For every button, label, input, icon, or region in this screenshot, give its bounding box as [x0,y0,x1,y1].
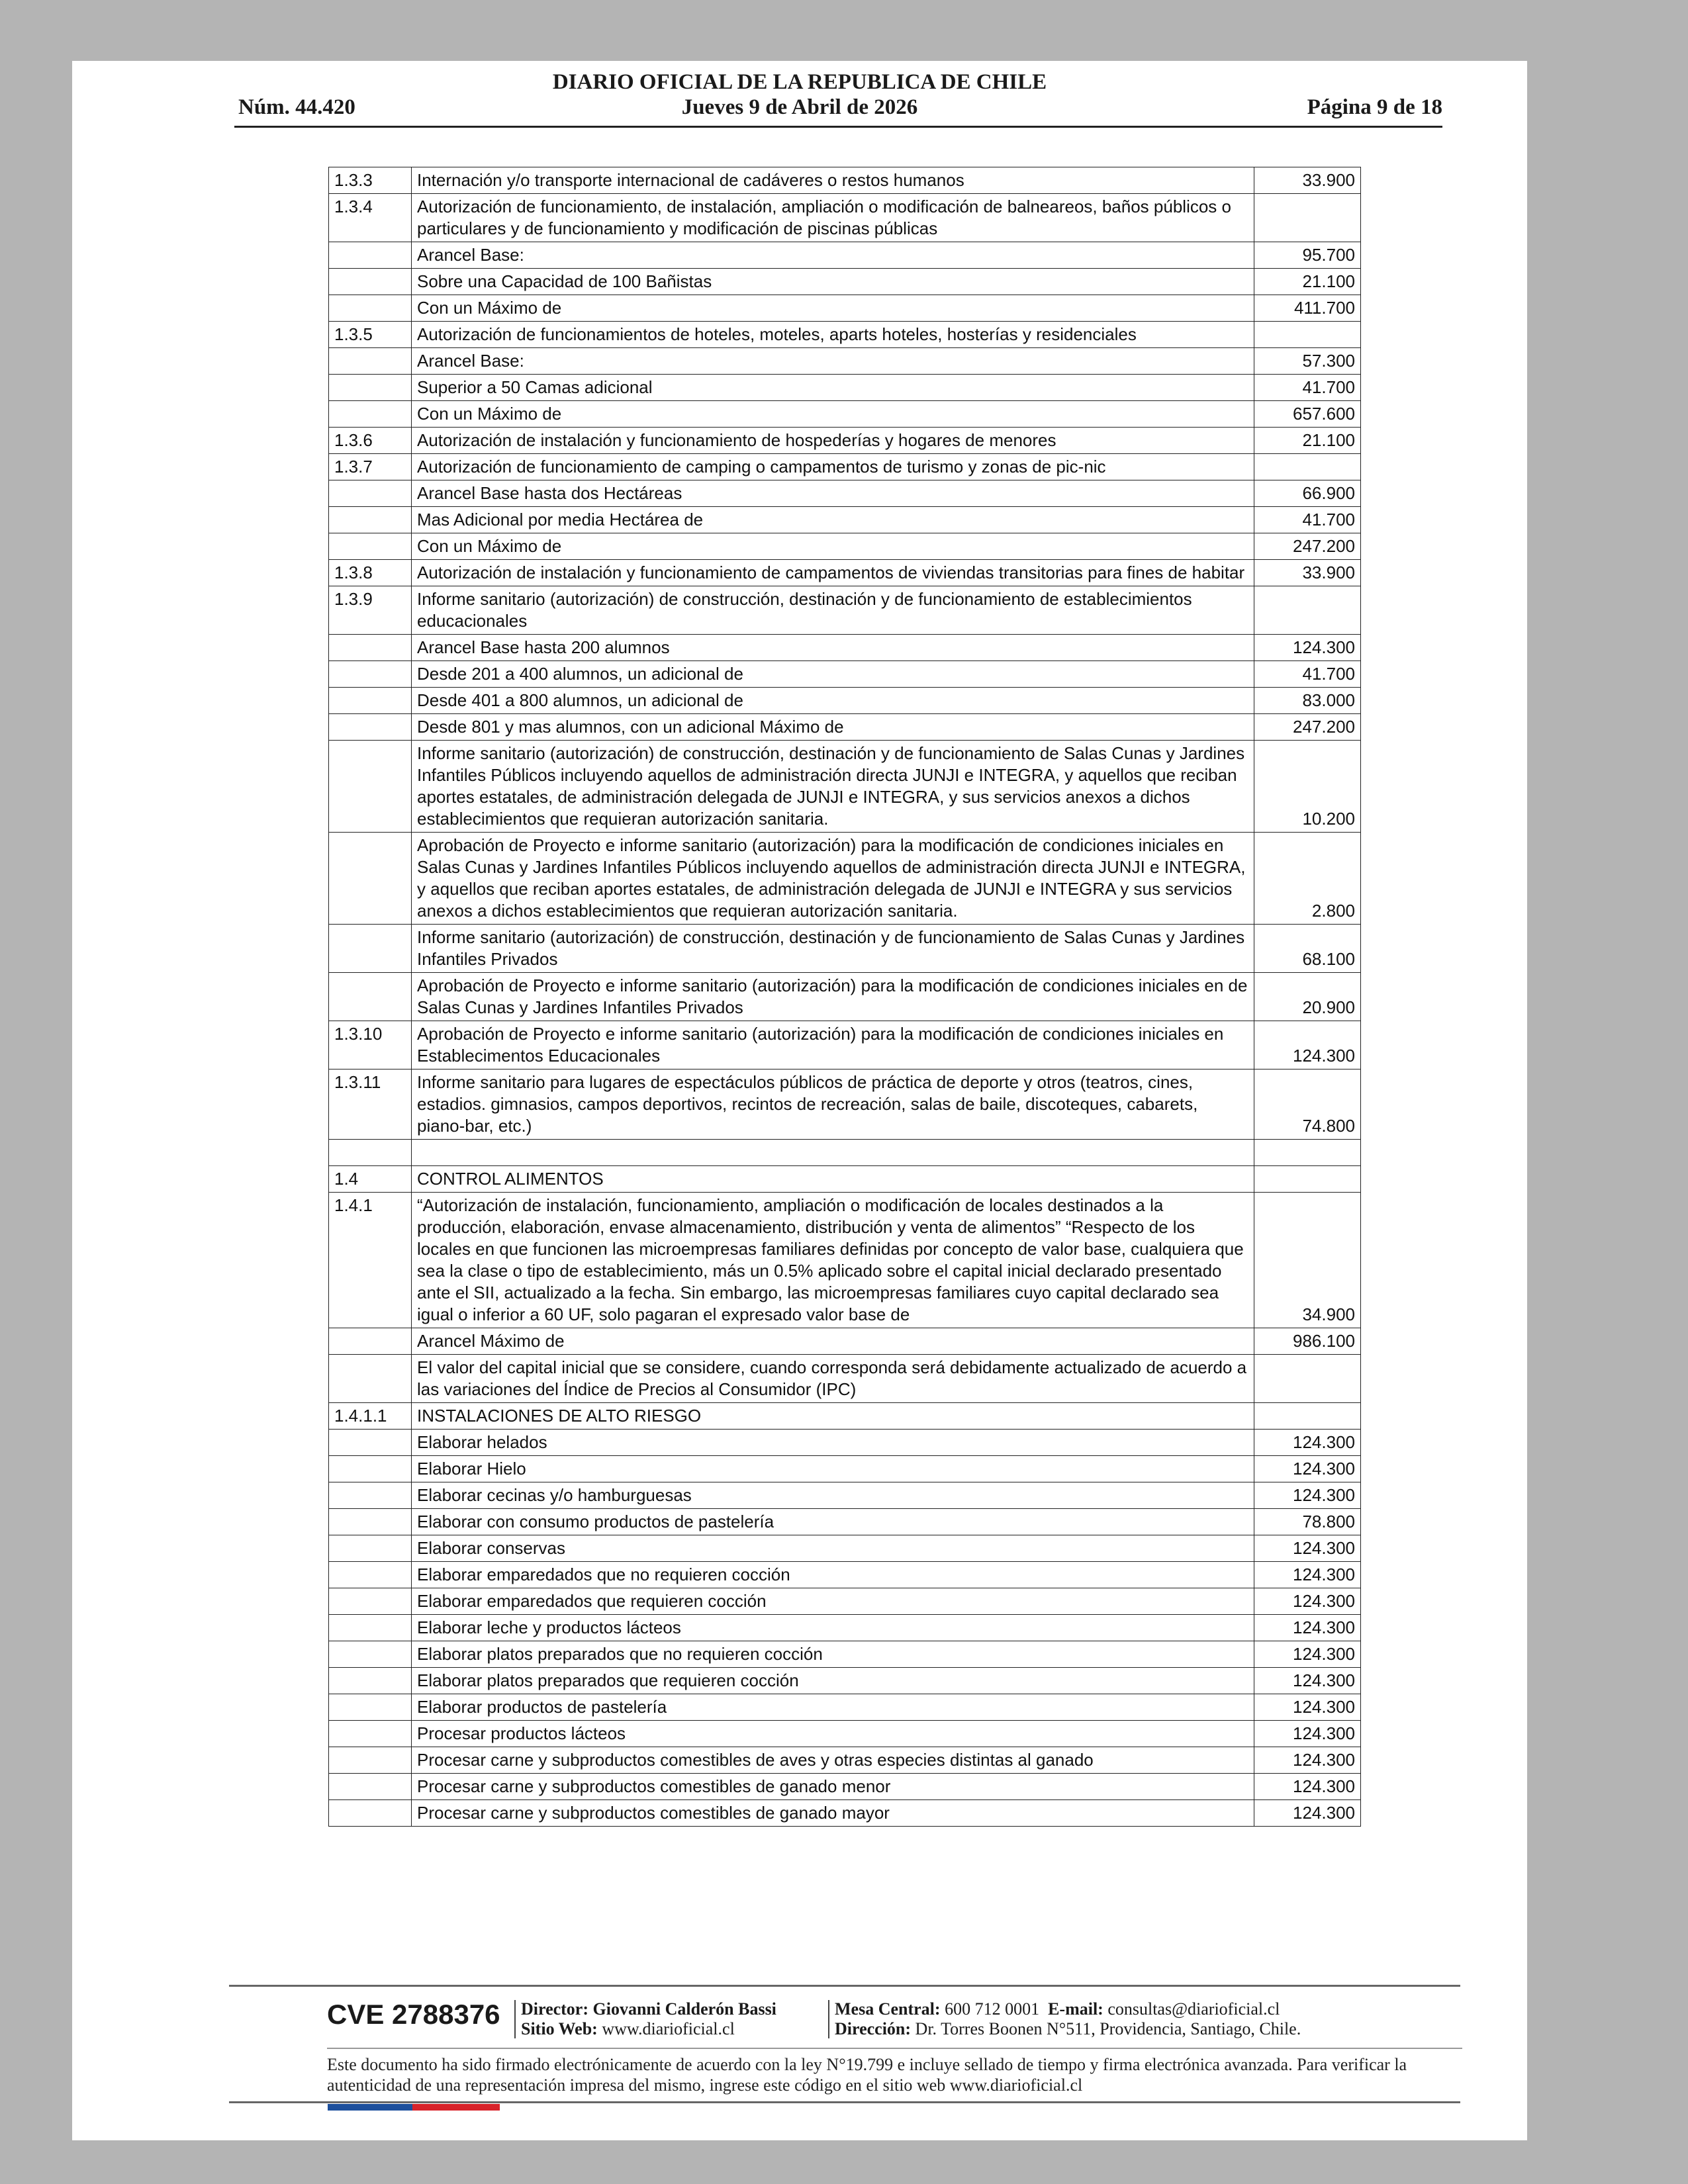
signature-note: Este documento ha sido firmado electrónicamente de acuerdo con la ley N°19.799 e incluye sellado de tiempo y firma electrónica avanzada. Para verificar la autenticidad de una representación impresa del mismo, ingrese este código en el sitio web www.diarioficial.cl [327,2055,1407,2095]
row-amount: 74.800 [1254,1069,1361,1140]
row-description: Procesar carne y subproductos comestibles de ganado mayor [412,1800,1254,1827]
row-code: 1.3.7 [329,454,412,480]
row-amount [1254,1403,1361,1430]
table-row [329,348,1361,375]
table-row [329,533,1361,560]
table-row [329,688,1361,714]
table-row [329,428,1361,454]
website-label: Sitio Web: [521,2019,598,2038]
table-row [329,1509,1361,1535]
row-code [329,1774,412,1800]
row-code: 1.4 [329,1166,412,1193]
row-description: Arancel Base hasta dos Hectáreas [412,480,1254,507]
row-description: Elaborar emparedados que no requieren cocción [412,1562,1254,1588]
address-value: Dr. Torres Boonen N°511, Providencia, Santiago, Chile. [915,2019,1301,2038]
row-amount: 21.100 [1254,269,1361,295]
row-description: Arancel Base hasta 200 alumnos [412,635,1254,661]
row-code [329,1140,412,1166]
table-row [329,1193,1361,1328]
row-code: 1.3.4 [329,194,412,242]
table-row [329,1694,1361,1721]
footer-divider-top [229,1985,1460,1987]
row-amount: 95.700 [1254,242,1361,269]
row-code [329,661,412,688]
table-row [329,1328,1361,1355]
director-label: Director: [521,1999,589,2019]
row-description: Elaborar conservas [412,1535,1254,1562]
address-label: Dirección: [835,2019,912,2038]
table-row [329,167,1361,194]
row-description: Autorización de funcionamientos de hoteles, moteles, aparts hoteles, hosterías y residenciales [412,322,1254,348]
row-description: Con un Máximo de [412,401,1254,428]
row-code [329,375,412,401]
table-row [329,401,1361,428]
mesa-phone: 600 712 0001 [945,1999,1040,2019]
website-link[interactable]: www.diarioficial.cl [602,2019,735,2038]
row-description: Autorización de funcionamiento de camping o campamentos de turismo y zonas de pic-nic [412,454,1254,480]
row-amount: 68.100 [1254,925,1361,973]
table-row [329,1403,1361,1430]
row-amount: 124.300 [1254,1668,1361,1694]
row-amount: 124.300 [1254,1615,1361,1641]
row-code: 1.3.10 [329,1021,412,1069]
table-row [329,269,1361,295]
fee-table-container [328,167,1361,1827]
row-amount [1254,322,1361,348]
row-description: Arancel Máximo de [412,1328,1254,1355]
row-amount [1254,1355,1361,1403]
row-amount: 41.700 [1254,507,1361,533]
row-description: Sobre una Capacidad de 100 Bañistas [412,269,1254,295]
row-amount: 124.300 [1254,1747,1361,1774]
row-amount [1254,1140,1361,1166]
row-code [329,833,412,925]
row-code [329,242,412,269]
table-row [329,1430,1361,1456]
row-amount: 57.300 [1254,348,1361,375]
row-code [329,1355,412,1403]
row-code [329,348,412,375]
newspaper-title: DIARIO OFICIAL DE LA REPUBLICA DE CHILE [552,70,1047,94]
table-row [329,925,1361,973]
row-description: Elaborar Hielo [412,1456,1254,1482]
footer-divider-mid [327,2048,1462,2049]
page-number: Página 9 de 18 [1307,95,1442,119]
table-row [329,1355,1361,1403]
row-code [329,635,412,661]
row-amount: 33.900 [1254,560,1361,586]
table-row [329,480,1361,507]
row-amount: 411.700 [1254,295,1361,322]
row-description: Internación y/o transporte internacional de cadáveres o restos humanos [412,167,1254,194]
row-description: Arancel Base: [412,348,1254,375]
table-row [329,1535,1361,1562]
row-code [329,1328,412,1355]
row-code [329,1535,412,1562]
row-amount: 10.200 [1254,741,1361,833]
table-row [329,1615,1361,1641]
row-description: INSTALACIONES DE ALTO RIESGO [412,1403,1254,1430]
row-description: Mas Adicional por media Hectárea de [412,507,1254,533]
row-amount: 124.300 [1254,1774,1361,1800]
table-row [329,1456,1361,1482]
row-amount: 124.300 [1254,1694,1361,1721]
row-code [329,1800,412,1827]
row-description: El valor del capital inicial que se considere, cuando corresponda será debidamente actualizado de acuerdo a las variaciones del Índice de Precios al Consumidor (IPC) [412,1355,1254,1403]
row-description: Elaborar con consumo productos de pastelería [412,1509,1254,1535]
table-row [329,1588,1361,1615]
row-description: Desde 401 a 800 alumnos, un adicional de [412,688,1254,714]
table-row [329,635,1361,661]
row-amount: 66.900 [1254,480,1361,507]
row-code: 1.3.11 [329,1069,412,1140]
table-row [329,1721,1361,1747]
table-row [329,1668,1361,1694]
row-amount: 124.300 [1254,1800,1361,1827]
table-row [329,242,1361,269]
row-description: Con un Máximo de [412,295,1254,322]
flag-stripe-blue [328,2104,412,2111]
table-row [329,1482,1361,1509]
row-description: Informe sanitario (autorización) de construcción, destinación y de funcionamiento de Salas Cunas y Jardines Infantiles Públicos incluyendo aquellos de administración directa JUNJI e INTEGRA, y aquellos que reciban aportes estatales, de administración delegada de JUNJI e INTEGRA, y sus servicios anexos a dichos establecimientos que requieran autorización sanitaria. [412,741,1254,833]
table-row [329,714,1361,741]
row-code [329,1562,412,1588]
footer-contact-block [835,1999,1301,2039]
row-code [329,533,412,560]
row-amount: 124.300 [1254,1482,1361,1509]
footer-divider-bottom [229,2101,1460,2103]
row-code: 1.3.6 [329,428,412,454]
row-description: Desde 201 a 400 alumnos, un adicional de [412,661,1254,688]
table-row [329,586,1361,635]
table-row [329,1021,1361,1069]
row-code [329,688,412,714]
table-row [329,560,1361,586]
row-code [329,714,412,741]
table-row [329,295,1361,322]
row-code [329,1747,412,1774]
row-code: 1.4.1.1 [329,1403,412,1430]
row-code [329,741,412,833]
row-description: Superior a 50 Camas adicional [412,375,1254,401]
row-description: Procesar carne y subproductos comestibles de ganado menor [412,1774,1254,1800]
row-code: 1.3.8 [329,560,412,586]
row-amount: 21.100 [1254,428,1361,454]
row-description: Autorización de funcionamiento, de instalación, ampliación o modificación de balneareos, baños públicos o particulares y de funcionamiento y modificación de piscinas públicas [412,194,1254,242]
row-code [329,1482,412,1509]
row-description: Informe sanitario (autorización) de construcción, destinación y de funcionamiento de Salas Cunas y Jardines Infantiles Privados [412,925,1254,973]
row-amount: 124.300 [1254,1721,1361,1747]
table-row [329,454,1361,480]
director-name: Giovanni Calderón Bassi [592,1999,776,2019]
row-code [329,1588,412,1615]
page-header [72,61,1527,134]
row-amount [1254,586,1361,635]
row-code [329,1721,412,1747]
row-description: Procesar carne y subproductos comestibles de aves y otras especies distintas al ganado [412,1747,1254,1774]
row-description: Elaborar leche y productos lácteos [412,1615,1254,1641]
table-row [329,1800,1361,1827]
row-amount: 247.200 [1254,533,1361,560]
row-amount: 124.300 [1254,635,1361,661]
row-code [329,1694,412,1721]
table-row [329,194,1361,242]
row-description: Autorización de instalación y funcionamiento de hospederías y hogares de menores [412,428,1254,454]
row-amount: 124.300 [1254,1456,1361,1482]
row-amount: 247.200 [1254,714,1361,741]
row-code: 1.4.1 [329,1193,412,1328]
row-amount: 986.100 [1254,1328,1361,1355]
row-code [329,1641,412,1668]
table-row [329,741,1361,833]
row-description: Elaborar emparedados que requieren cocción [412,1588,1254,1615]
table-row [329,1747,1361,1774]
table-row [329,375,1361,401]
header-divider [234,126,1442,128]
row-amount: 78.800 [1254,1509,1361,1535]
issue-number: Núm. 44.420 [238,95,355,119]
row-code [329,1615,412,1641]
row-code: 1.3.3 [329,167,412,194]
table-row [329,833,1361,925]
table-row [329,1140,1361,1166]
row-amount: 124.300 [1254,1562,1361,1588]
document-page [72,61,1527,2140]
row-amount: 33.900 [1254,167,1361,194]
row-description: “Autorización de instalación, funcionamiento, ampliación o modificación de locales destinados a la producción, elaboración, envase almacenamiento, distribución y venta de alimentos” “Respecto de los locales en que funcionen las microempresas familiares definidas por concepto de valor base, cualquiera que sea la clase o tipo de establecimiento, más un 0.5% aplicado sobre el capital inicial declarado presentado ante el SII, actualizado a la fecha. Sin embargo, las microempresas familiares cuyo capital declarado sea igual o inferior a 60 UF, solo pagaran el expresado valor base de [412,1193,1254,1328]
table-row [329,1641,1361,1668]
row-amount: 41.700 [1254,375,1361,401]
fee-table [328,167,1361,1827]
row-code [329,507,412,533]
mesa-label: Mesa Central: [835,1999,941,2019]
row-amount [1254,1166,1361,1193]
row-code [329,973,412,1021]
row-amount: 124.300 [1254,1535,1361,1562]
row-description: Aprobación de Proyecto e informe sanitario (autorización) para la modificación de condiciones iniciales en Establecimentos Educacionales [412,1021,1254,1069]
row-amount: 34.900 [1254,1193,1361,1328]
row-description: Informe sanitario para lugares de espectáculos públicos de práctica de deporte y otros (teatros, cines, estadios. gimnasios, campos deportivos, recintos de recreación, salas de baile, discoteques, cabarets, piano-bar, etc.) [412,1069,1254,1140]
row-description: Elaborar helados [412,1430,1254,1456]
row-description: Autorización de instalación y funcionamiento de campamentos de viviendas transitorias para fines de habitar [412,560,1254,586]
footer-separator [828,2000,829,2038]
row-amount: 124.300 [1254,1021,1361,1069]
row-description: CONTROL ALIMENTOS [412,1166,1254,1193]
row-code: 1.3.5 [329,322,412,348]
row-amount: 41.700 [1254,661,1361,688]
table-row [329,1069,1361,1140]
row-amount: 657.600 [1254,401,1361,428]
row-code [329,401,412,428]
row-code [329,1509,412,1535]
row-code [329,295,412,322]
row-code [329,480,412,507]
row-description: Procesar productos lácteos [412,1721,1254,1747]
fee-table-body [329,167,1361,1827]
issue-date: Jueves 9 de Abril de 2026 [681,95,918,119]
row-code [329,925,412,973]
row-description: Con un Máximo de [412,533,1254,560]
footer-separator [514,2000,516,2038]
row-description: Desde 801 y mas alumnos, con un adicional Máximo de [412,714,1254,741]
row-description: Elaborar cecinas y/o hamburguesas [412,1482,1254,1509]
table-row [329,322,1361,348]
row-amount: 124.300 [1254,1588,1361,1615]
table-row [329,507,1361,533]
table-row [329,661,1361,688]
flag-stripe-red [412,2104,500,2111]
row-amount [1254,454,1361,480]
row-amount: 124.300 [1254,1641,1361,1668]
row-description: Elaborar platos preparados que no requieren cocción [412,1641,1254,1668]
row-description: Elaborar platos preparados que requieren cocción [412,1668,1254,1694]
row-description [412,1140,1254,1166]
row-code [329,1430,412,1456]
row-amount: 83.000 [1254,688,1361,714]
email-link[interactable]: consultas@diarioficial.cl [1107,1999,1280,2019]
row-code: 1.3.9 [329,586,412,635]
cve-code: CVE 2788376 [327,1999,500,2030]
table-row [329,1562,1361,1588]
footer-director-block [521,1999,776,2039]
row-amount [1254,194,1361,242]
email-label: E-mail: [1048,1999,1103,2019]
row-description: Elaborar productos de pastelería [412,1694,1254,1721]
table-row [329,1774,1361,1800]
row-code [329,1668,412,1694]
row-code [329,1456,412,1482]
row-description: Aprobación de Proyecto e informe sanitario (autorización) para la modificación de condiciones iniciales en de Salas Cunas y Jardines Infantiles Privados [412,973,1254,1021]
row-amount: 2.800 [1254,833,1361,925]
row-amount: 20.900 [1254,973,1361,1021]
row-description: Arancel Base: [412,242,1254,269]
row-amount: 124.300 [1254,1430,1361,1456]
row-description: Informe sanitario (autorización) de construcción, destinación y de funcionamiento de establecimientos educacionales [412,586,1254,635]
table-row [329,973,1361,1021]
table-row [329,1166,1361,1193]
row-description: Aprobación de Proyecto e informe sanitario (autorización) para la modificación de condiciones iniciales en Salas Cunas y Jardines Infantiles Públicos incluyendo aquellos de administración directa JUNJI e INTEGRA, y aquellos que reciban aportes estatales, de administración delegada de JUNJI e INTEGRA y sus servicios anexos a dichos establecimientos que requieran autorización sanitaria. [412,833,1254,925]
row-code [329,269,412,295]
